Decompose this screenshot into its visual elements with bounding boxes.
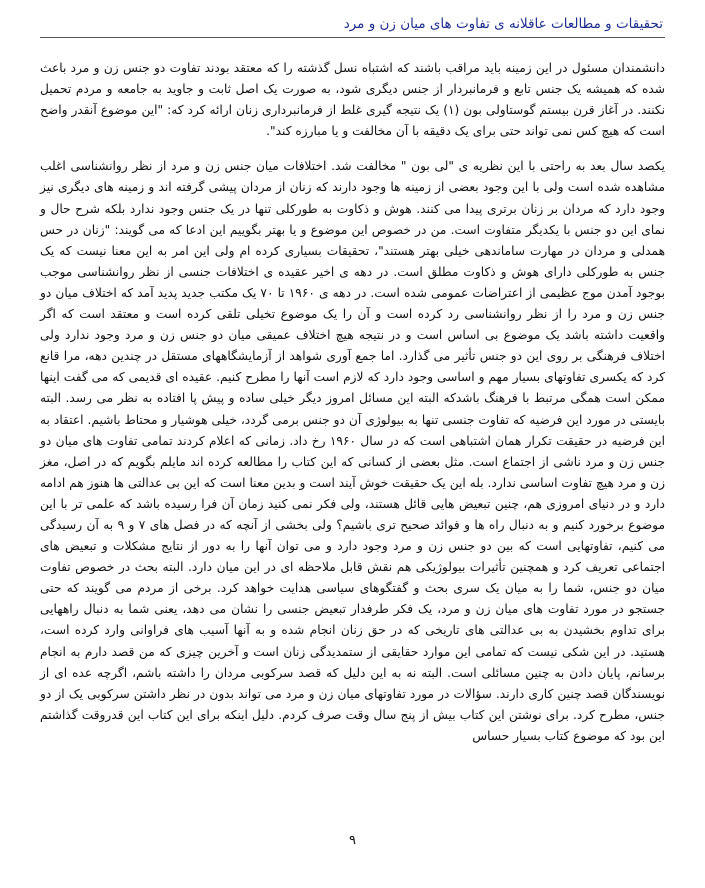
- paragraph-2: یکصد سال بعد به راحتی با این نظریه ی "لی بون " مخالفت شد. اختلافات میان جنس زن و مرد از نظر روانشناسی اغلب مشاهده شده است ولی با این وجود بعضی از زمینه ها وجود دارند که زنان از مردان پیشی گرفته اند و زمینه های دیگری نیز وجود دارد که مردان بر زنان برتری پیدا می کنند. هوش و ذکاوت به طورکلی تنها در یک جنس وجود ندارد بلکه شرح حال و نمای این دو جنس با یکدیگر متفاوت است. من در خصوص این موضوع و یا بهتر بگوییم این ادعا که می گویند: "زنان در حس همدلی و مردان در مهارت ساماندهی خیلی بهتر هستند"، تحقیقات بسیاری کرده ام ولی این امر به این معنا نیست که یک جنس به طورکلی دارای هوش و ذکاوت مطلق است. در دهه ی اخیر عقیده ی اختلافات جنسی از نظر روانشناسی موجب بوجود آمدن موج عظیمی از اعتراضات عمومی شده است. در دهه ی ۱۹۶۰ تا ۷۰ یک مکتب جدید پدید آمد که اختلاف میان دو جنس زن و مرد را از نظر روانشناسی رد کرده است و آن را یک موضوع تخیلی تلقی کرده است و معتقد است که اگر واقعیت داشته باشد یک موضوع بی اساس است و در نتیجه هیچ اختلاف عمیقی میان دو جنس زن و مرد وجود ندارد ولی اختلاف فرهنگی بر روی این دو جنس تأثیر می گذارد. اما جمع آوری شواهد از آزمایشگاههای مستقل در چندین دهه، مرا قانع کرد که یکسری تفاوتهای بسیار مهم و اساسی وجود دارد که لازم است آنها را مطرح کنیم. عقیده ای قدیمی که می گفت اینها ممکن است همگی مرتبط با فرهنگ باشدکه البته این مسائل امروز دیگر خیلی ساده و پیش پا افتاده به نظر می رسد. البته بایستی در مورد این فرضیه که تفاوت جنسی تنها به بیولوژی آن دو جنس برمی گردد، خیلی هوشیار و محتاط باشیم. اعتقاد به این فرضیه در حقیقت تکرار همان اشتباهی است که در سال ۱۹۶۰ رخ داد. زمانی که اعلام کردند تمامی تفاوت های میان دو جنس زن و مرد ناشی از اجتماع است. مثل بعضی از کسانی که این کتاب را مطالعه کرده اند مایلم بگویم که در اصل، مغز زن و مرد هیچ تفاوت اساسی ندارد. بله این یک حقیقت خوش آیند است و بدین معنا است که این بی عدالتی ها هنوز هم ادامه دارد و در دنیای امروزی هم، چنین تبعیض هایی قائل هستند، ولی فکر نمی کنید زمان آن فرا رسیده باشد که علمی تر با این موضوع برخورد کنیم و به دنبال راه ها و فوائد صحیح تری باشیم؟ ولی بخشی از آنچه که در فصل های ۷ و ۹ به آن رسیدگی می کنیم، تفاوتهایی است که بین دو جنس زن و مرد وجود دارد و می توان آنها را به دور از نتایج مشکلات و تبعیض های اجتماعی تعریف کرد و همچنین تأثیرات بیولوژیکی هم نقش قابل ملاحظه ای در این میان دارد. البته بحث در خصوص تفاوت میان دو جنس، شما را به میان یک سری بحث و گفتگوهای سیاسی هدایت خواهد کرد. برخی از مردم می گویند که حتی جستجو در مورد تفاوت های میان زن و مرد، یک فکر طرفدار تبعیض جنسی را نشان می دهد، یعنی شما به دنبال راههایی برای تداوم بخشیدن به بی عدالتی های تاریخی که در حق زنان انجام شده و به آنها آسیب های فراوانی وارد کرده است، هستید. در این شکی نیست که تمامی این موارد حقایقی از ستمدیدگی زنان است و آخرین چیزی که من قصد دارم به انجام برسانم، پایان دادن به چنین مسائلی است. البته نه به این دلیل که قصد سرکوبی مردان را داشته باشم، اگرچه عده ای از نویسندگان قصد چنین کاری دارند. سؤالات در مورد تفاوتهای میان زن و مرد می تواند بدون در نظر داشتن سرکوبی یک از دو جنس، مطرح کرد. برای نوشتن این کتاب بیش از پنج سال وقت صرف کردم. دلیل اینکه برای این کتاب این قدروقت گذاشتم این بود که موضوع کتاب بسیار حساس: [40, 159, 665, 743]
- chapter-title: تحقیقات و مطالعات عاقلانه ی تفاوت های میان زن و مرد: [343, 16, 663, 32]
- page-header: [40, 8, 665, 38]
- paragraph-1: دانشمندان مسئول در این زمینه باید مراقب باشند که اشتباه نسل گذشته را که معتقد بودند تفاوت دو جنس زن و مرد باعث شده که همیشه یک جنس تابع و فرمانبردار از جنس دیگری شود، به صورت یک اصل ثابت و جاوید به جامعه و مردم تحمیل نکنند. در آغاز قرن بیستم گوستاولی بون (۱) یک نتیجه گیری غلط از فرمانبرداری زنان ارائه کرد که: "این موضوع آنقدر واضح است که هیچ کس نمی تواند حتی برای یک دقیقه با آن مخالفت و یا مبارزه کند".: [40, 61, 665, 139]
- page-number: ۹: [349, 833, 356, 848]
